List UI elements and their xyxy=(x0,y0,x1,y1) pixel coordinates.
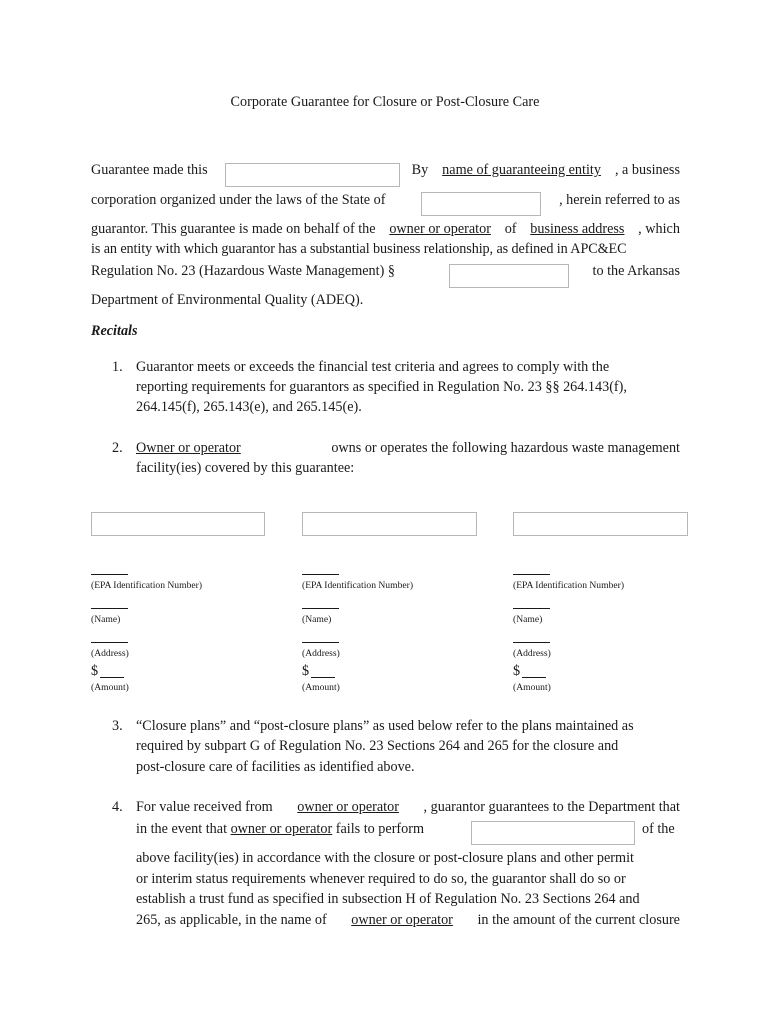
item-4-owner-placeholder: owner or operator xyxy=(230,821,333,837)
intro-text: of xyxy=(504,221,517,237)
item-4-line-2a: in the event that owner or operator fails to perform xyxy=(136,821,424,837)
epa-id-line xyxy=(91,574,128,575)
dollar-sign: $ xyxy=(513,663,521,679)
item-1-line-1: Guarantor meets or exceeds the financial test criteria and agrees to comply with the xyxy=(136,359,610,375)
intro-text: is an entity with which guarantor has a substantial business relationship, as defined in APC&EC xyxy=(91,241,627,257)
name-line xyxy=(302,608,339,609)
item-4-owner-placeholder: owner or operator xyxy=(297,799,399,815)
intro-line-6: Department of Environmental Quality (ADEQ). xyxy=(91,292,364,308)
intro-text: Regulation No. 23 (Hazardous Waste Management) § xyxy=(91,263,395,279)
name-caption: (Name) xyxy=(302,614,332,625)
item-4-line-1: For value received from owner or operator , guarantor guarantees to the Department that xyxy=(136,799,680,815)
name-line xyxy=(91,608,128,609)
address-caption: (Address) xyxy=(513,648,551,659)
intro-line-5 xyxy=(91,261,680,281)
document-title: Corporate Guarantee for Closure or Post-Closure Care xyxy=(230,94,540,110)
item-4-number: 4. xyxy=(112,799,123,815)
amount-caption: (Amount) xyxy=(91,682,129,693)
intro-line-3 xyxy=(91,219,680,239)
item-3-line-2: required by subpart G of Regulation No. 23 Sections 264 and 265 for the closure and xyxy=(136,738,619,754)
item-2-line-1: Owner or operator owns or operates the following hazardous waste management xyxy=(136,440,680,456)
item-2-number: 2. xyxy=(112,440,123,456)
intro-text: By xyxy=(411,162,429,178)
item-4-owner-placeholder: owner or operator xyxy=(351,912,453,928)
item-3-number: 3. xyxy=(112,718,123,734)
name-line xyxy=(513,608,550,609)
regulation-section-field[interactable] xyxy=(449,264,569,288)
amount-caption: (Amount) xyxy=(513,682,551,693)
epa-id-caption: (EPA Identification Number) xyxy=(91,580,203,591)
epa-id-caption: (EPA Identification Number) xyxy=(513,580,625,591)
intro-text: , herein referred to as xyxy=(559,192,680,208)
item-4-line-4: or interim status requirements whenever required to do so, the guarantor shall do so or xyxy=(136,871,626,887)
amount-line xyxy=(100,677,124,678)
item-4-line-3: above facility(ies) in accordance with the closure or post-closure plans and other permit xyxy=(136,850,634,866)
intro-text: , a business xyxy=(614,162,680,178)
epa-id-caption: (EPA Identification Number) xyxy=(302,580,414,591)
dollar-sign: $ xyxy=(302,663,310,679)
item-1-line-2: reporting requirements for guarantors as specified in Regulation No. 23 §§ 264.143(f), xyxy=(136,379,627,395)
recitals-heading: Recitals xyxy=(91,323,138,339)
address-line xyxy=(513,642,550,643)
item-4-line-5: establish a trust fund as specified in subsection H of Regulation No. 23 Sections 264 and xyxy=(136,891,640,907)
intro-line-2 xyxy=(91,190,680,210)
amount-caption: (Amount) xyxy=(302,682,340,693)
item-4-line-6: 265, as applicable, in the name of owner or operator in the amount of the current closure xyxy=(136,912,680,928)
facility-3-field[interactable] xyxy=(513,512,688,536)
item-1-line-3: 264.145(f), 265.143(e), and 265.145(e). xyxy=(136,399,362,415)
intro-text: , which xyxy=(638,221,680,237)
facility-1-field[interactable] xyxy=(91,512,265,536)
facility-2-field[interactable] xyxy=(302,512,477,536)
intro-owner-placeholder: owner or operator xyxy=(389,221,491,237)
intro-guarantor-placeholder: name of guaranteeing entity xyxy=(442,162,601,178)
closure-type-field[interactable] xyxy=(471,821,635,845)
address-line xyxy=(91,642,128,643)
epa-id-line xyxy=(513,574,550,575)
item-2-line-2: facility(ies) covered by this guarantee: xyxy=(136,460,355,476)
item-3-line-3: post-closure care of facilities as identified above. xyxy=(136,759,415,775)
amount-line xyxy=(522,677,546,678)
intro-text: Guarantee made this xyxy=(91,162,208,178)
state-field[interactable] xyxy=(421,192,541,216)
guarantee-date-field[interactable] xyxy=(225,163,400,187)
dollar-sign: $ xyxy=(91,663,99,679)
epa-id-line xyxy=(302,574,339,575)
item-2-owner-placeholder: Owner or operator xyxy=(136,440,241,456)
address-caption: (Address) xyxy=(302,648,340,659)
intro-line-4 xyxy=(91,239,680,259)
address-line xyxy=(302,642,339,643)
item-3-line-1: “Closure plans” and “post-closure plans” as used below refer to the plans maintained as xyxy=(136,718,634,734)
amount-line xyxy=(311,677,335,678)
intro-text: guarantor. This guarantee is made on behalf of the xyxy=(91,221,376,237)
item-1-number: 1. xyxy=(112,359,123,375)
intro-text: to the Arkansas xyxy=(592,263,680,279)
address-caption: (Address) xyxy=(91,648,129,659)
intro-text: corporation organized under the laws of the State of xyxy=(91,192,386,208)
item-4-line-2b: of the xyxy=(642,821,675,837)
name-caption: (Name) xyxy=(91,614,121,625)
intro-address-placeholder: business address xyxy=(530,221,625,237)
name-caption: (Name) xyxy=(513,614,543,625)
